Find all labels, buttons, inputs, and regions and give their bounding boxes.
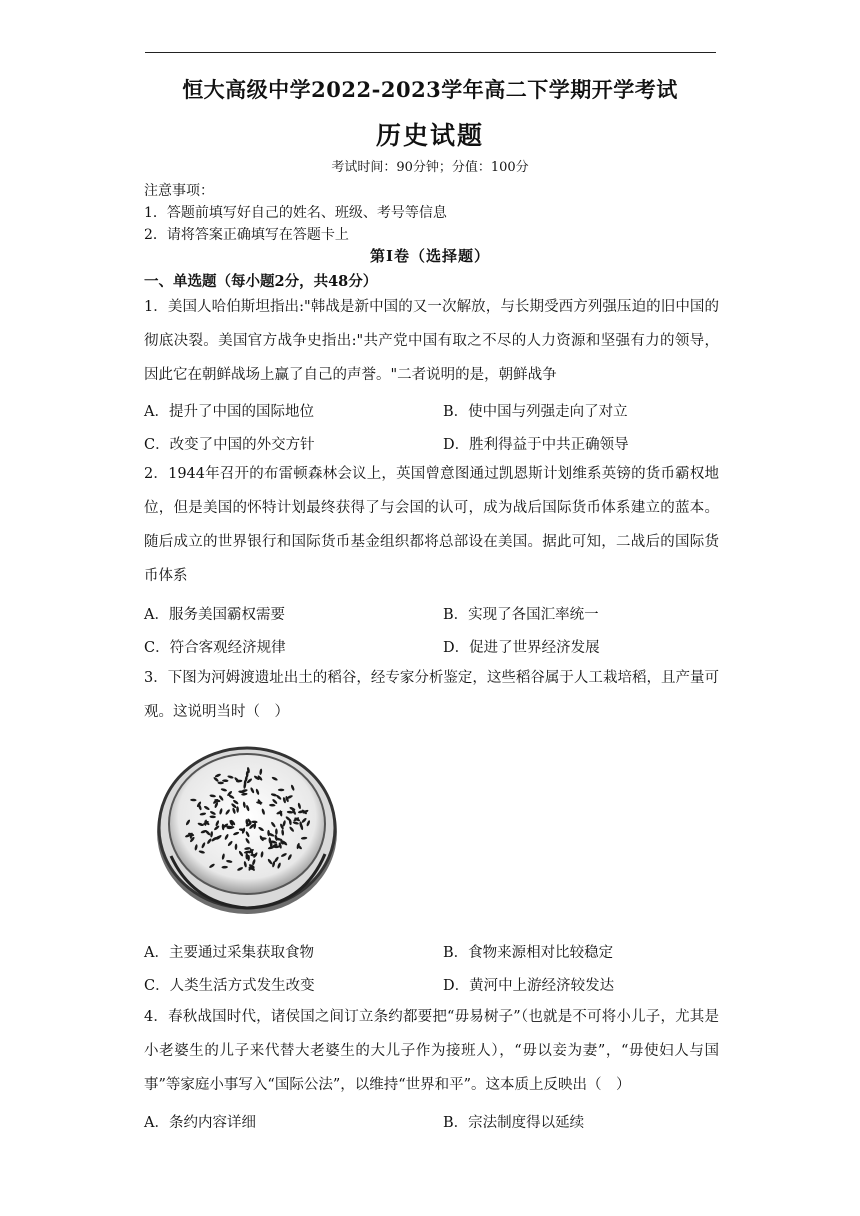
question-3-stem: 3．下图为河姆渡遗址出土的稻谷，经专家分析鉴定，这些稻谷属于人工栽培稻，且产量可观。这说明当时（ ） [144,670,719,720]
question-2-option-a: A．服务美国霸权需要 [144,607,285,623]
notice-heading: 注意事项： [144,183,214,199]
question-4-option-b: B．宗法制度得以延续 [443,1115,585,1131]
question-2-option-b: B．实现了各国汇率统一 [443,607,599,623]
header-rule [145,52,716,53]
question-2-stem: 2．1944年召开的布雷顿森林会议上，英国曾意图通过凯恩斯计划维系英镑的货币霸权地位，但是美国的怀特计划最终获得了与会国的认可，成为战后国际货币体系建立的蓝本。随后成立的世界银行和国际货币基金组织都将总部设在美国。据此可知，二战后的国际货币体系 [144,466,719,584]
question-3-option-d: D．黄河中上游经济较发达 [443,978,615,994]
part-title: 一、单选题（每小题2分，共48分） [144,273,378,290]
question-3-option-a: A．主要通过采集获取食物 [144,945,314,961]
notice-item: 1．答题前填写好自己的姓名、班级、考号等信息 [144,205,447,221]
hemudu-rice-photo [153,736,341,918]
question-1-option-d: D．胜利得益于中共正确领导 [443,437,629,453]
exam-info: 考试时间：90分钟；分值：100分 [331,160,529,175]
question-4-option-a: A．条约内容详细 [144,1115,256,1131]
question-1-option-a: A．提升了中国的国际地位 [144,404,314,420]
question-1-option-b: B．使中国与列强走向了对立 [443,404,628,420]
notice-item: 2．请将答案正确填写在答题卡上 [144,227,349,243]
rice-grain [270,841,273,847]
subject-title: 历史试题 [375,121,484,150]
question-2-option-c: C．符合客观经济规律 [144,640,286,656]
question-1-option-c: C．改变了中国的外交方针 [144,437,315,453]
section-title: 第I卷（选择题） [369,247,491,265]
question-2-option-d: D．促进了世界经济发展 [443,640,600,656]
question-4-stem: 4．春秋战国时代，诸侯国之间订立条约都要把“毋易树子”（也就是不可将小儿子，尤其是小老婆生的儿子来代替大老婆生的大儿子作为接班人），“毋以妾为妻”，“毋使妇人与国事”等家庭小事写入“国际公法”，以维持“世界和平”。这本质上反映出（ ） [144,1009,719,1093]
question-3-option-c: C．人类生活方式发生改变 [144,978,315,994]
question-1-stem: 1．美国人哈伯斯坦指出:"韩战是新中国的又一次解放，与长期受西方列强压迫的旧中国的彻底决裂。美国官方战争史指出:"共产党中国有取之不尽的人力资源和坚强有力的领导，因此它在朝鲜战场上赢了自己的声誉。"二者说明的是，朝鲜战争 [144,299,719,383]
exam-title: 恒大高级中学2022-2023学年高二下学期开学考试 [182,77,678,102]
question-3-option-b: B．食物来源相对比较稳定 [443,945,614,961]
notice-block [144,180,724,246]
